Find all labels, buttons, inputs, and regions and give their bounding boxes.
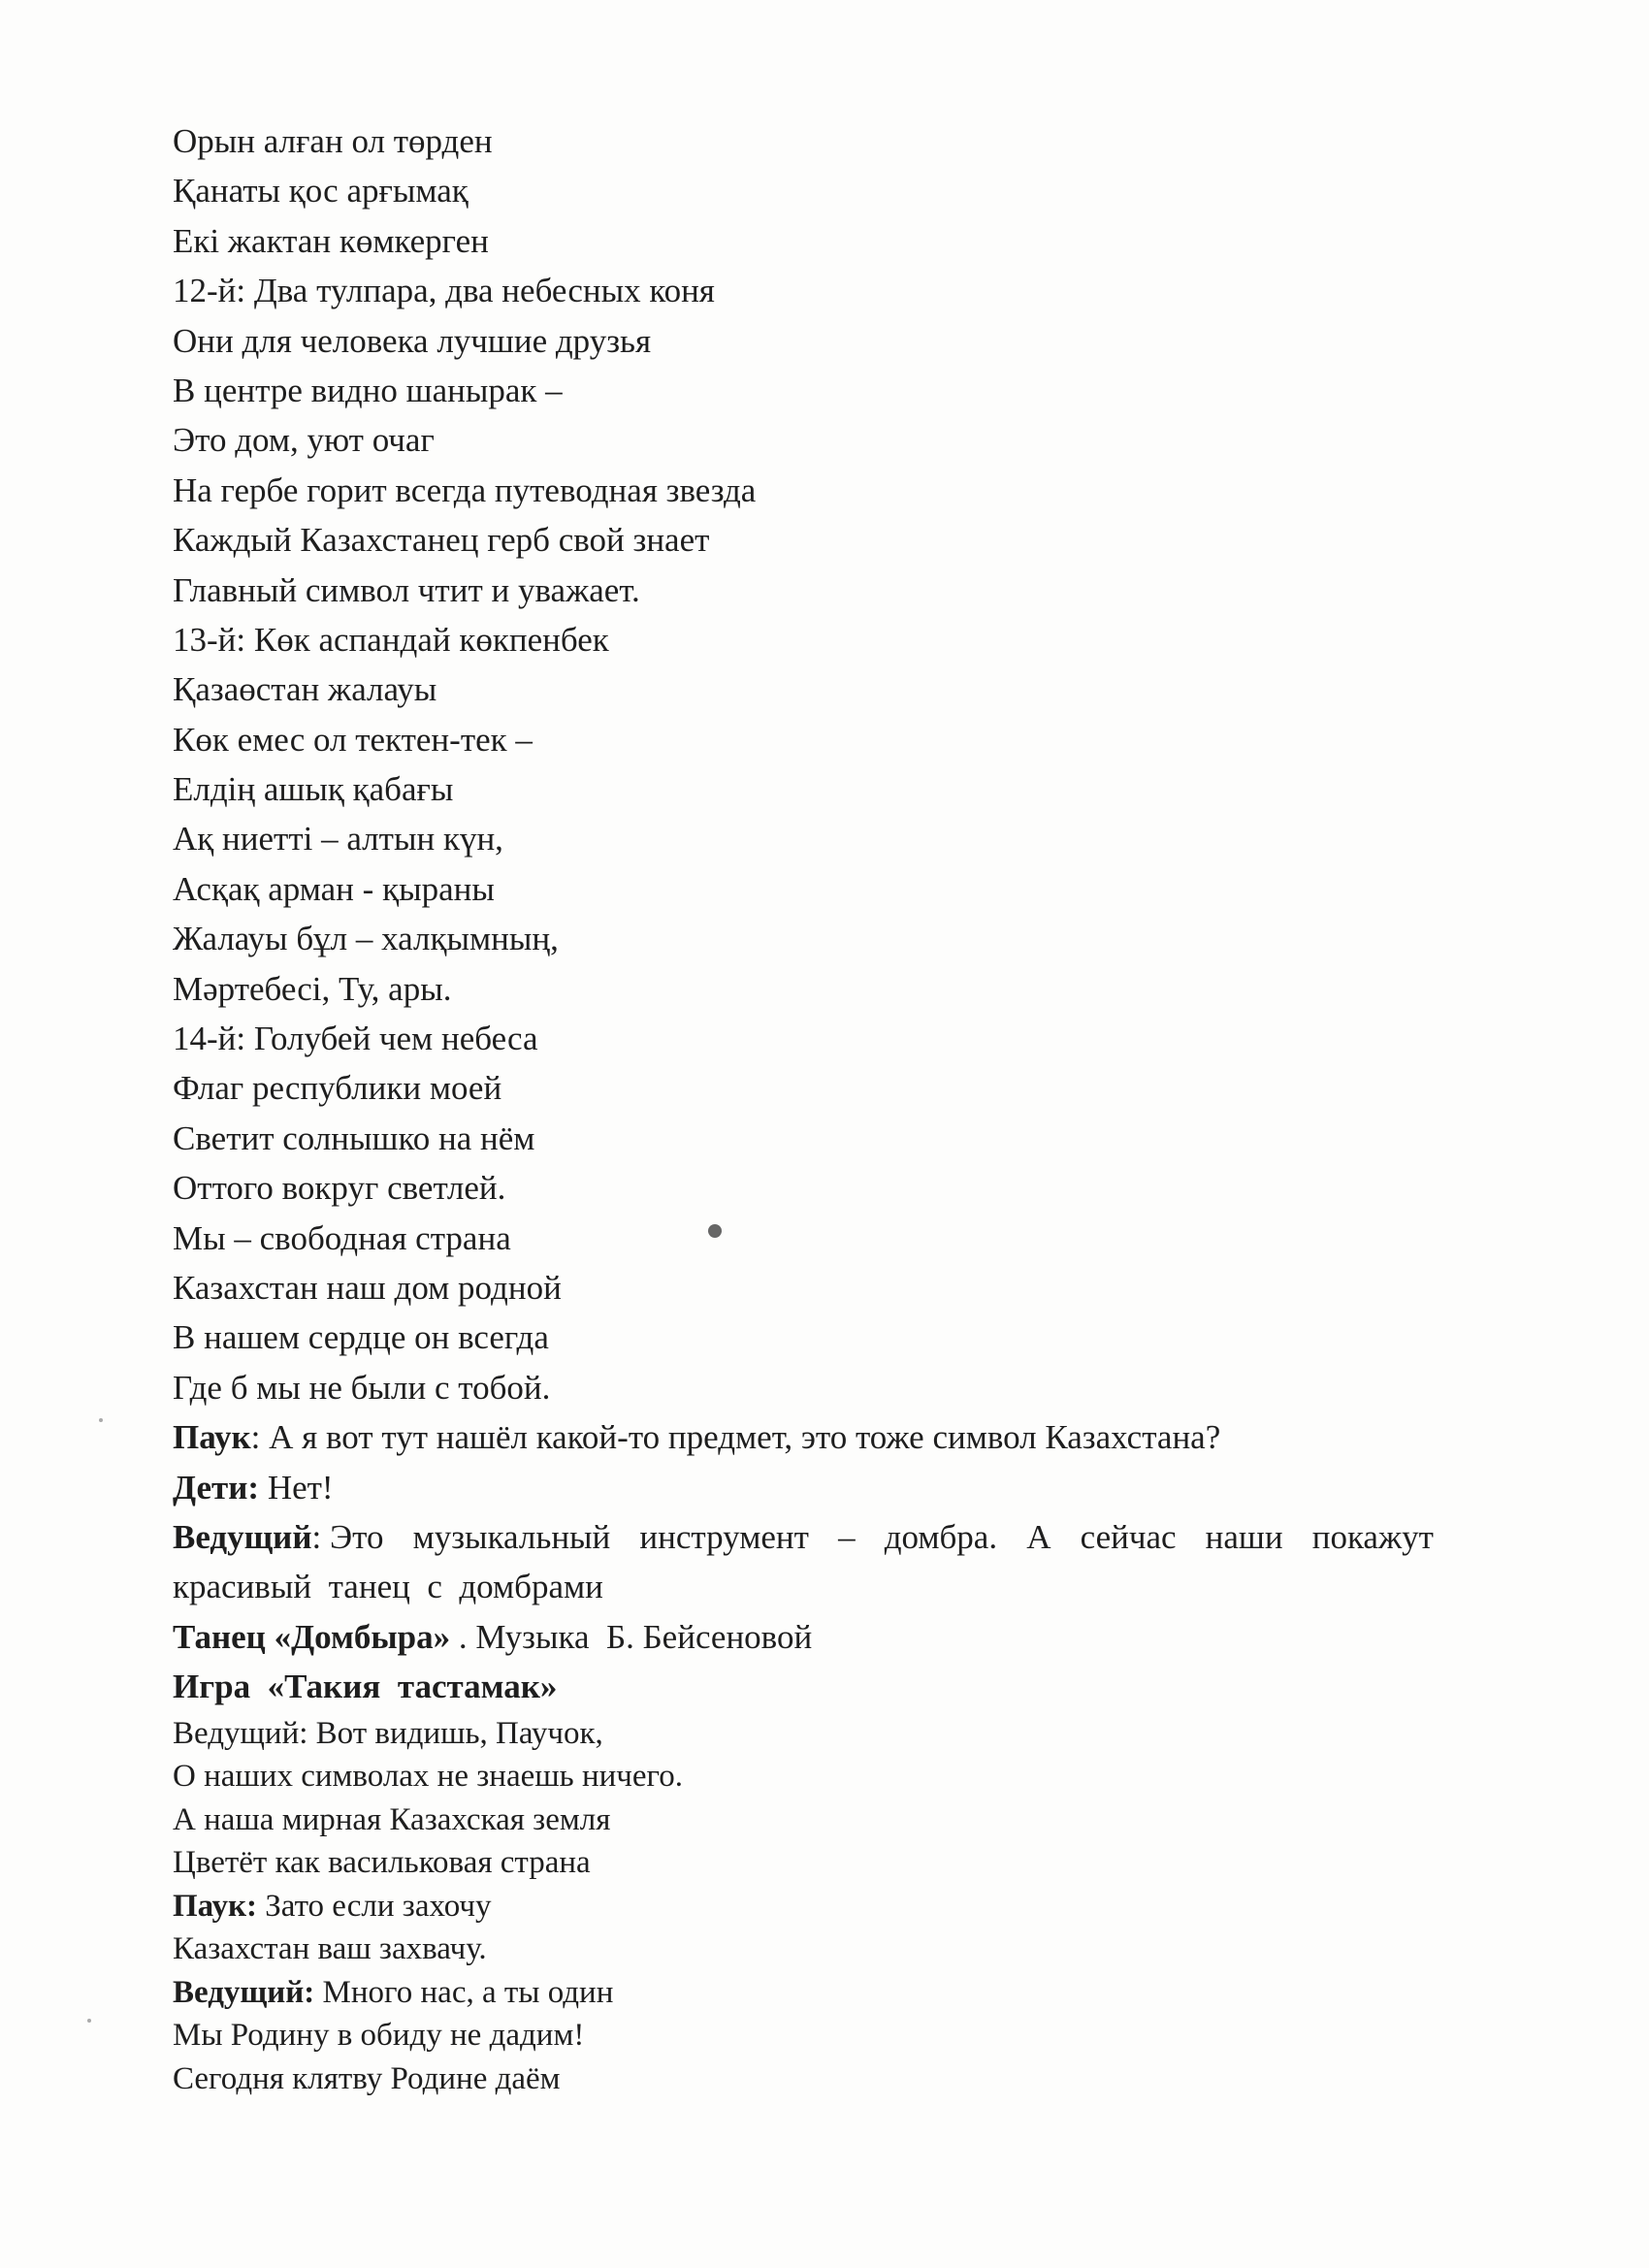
speaker-label: Паук: xyxy=(173,1888,257,1924)
poem-block xyxy=(173,116,1463,1412)
poem-line: Светит солнышко на нём xyxy=(173,1118,535,1157)
poem-line: Қазаөстан жалауы xyxy=(173,670,437,709)
speaker-label: Дети: xyxy=(173,1468,260,1507)
word: музыкальный xyxy=(412,1517,611,1556)
dance-title: Танец «Домбыра» xyxy=(173,1617,451,1656)
scan-speck xyxy=(708,1224,722,1238)
word: А xyxy=(1026,1517,1051,1556)
poem-line: Жалауы бұл – халқымның, xyxy=(173,920,559,958)
poem-line: Они для человека лучшие друзья xyxy=(173,321,652,360)
dialogue-text: Нет! xyxy=(259,1468,334,1507)
word: инструмент xyxy=(639,1517,809,1556)
document-text xyxy=(173,116,1463,2100)
game-line xyxy=(173,1662,1463,1711)
speaker-label: Ведущий: Это xyxy=(173,1517,384,1556)
dialogue-line-vedushchiy xyxy=(173,1512,1463,1562)
dance-line xyxy=(173,1612,1463,1662)
dialogue-line-pauk: Паук: А я вот тут нашёл какой-то предмет, это тоже символ Казахстана? xyxy=(173,1418,1221,1457)
word: сейчас xyxy=(1080,1517,1177,1556)
poem-line: Екі жактан көмкерген xyxy=(173,221,489,260)
word: домбра. xyxy=(884,1517,998,1556)
dialogue-line-continuation: красивый танец с домбрами xyxy=(173,1568,603,1606)
poem-line: Орын алған ол төрден xyxy=(173,122,493,160)
dialogue-text: А я вот тут нашёл какой-то предмет, это тоже символ Казахстана? xyxy=(260,1418,1221,1457)
game-title: Игра «Такия тастамак» xyxy=(173,1668,558,1706)
closing-block xyxy=(173,1712,1463,1885)
poem-line: Казахстан наш дом родной xyxy=(173,1268,562,1307)
scan-speck xyxy=(99,1418,103,1422)
poem-line: 12-й: Два тулпара, два небесных коня xyxy=(173,272,715,310)
vedushchiy-line-2: Мы Родину в обиду не дадим! xyxy=(173,2018,585,2053)
closing-line: А наша мирная Казахская земля xyxy=(173,1801,611,1837)
vedushchiy-line-3: Сегодня клятву Родине даём xyxy=(173,2060,561,2096)
poem-line: 13-й: Көк аспандай көкпенбек xyxy=(173,620,609,659)
poem-line: Қанаты қос арғымақ xyxy=(173,172,469,211)
word: наши xyxy=(1205,1517,1283,1556)
poem-line: 14-й: Голубей чем небеса xyxy=(173,1020,538,1058)
speaker-label: Ведущий: xyxy=(173,1974,315,2010)
poem-line: Оттого вокруг светлей. xyxy=(173,1169,506,1208)
word: покажут xyxy=(1311,1517,1434,1556)
poem-line: Главный символ чтит и уважает. xyxy=(173,570,640,609)
scan-speck xyxy=(87,2019,91,2023)
closing-line: Ведущий: Вот видишь, Паучок, xyxy=(173,1715,603,1751)
closing-line: О наших символах не знаешь ничего. xyxy=(173,1759,683,1794)
poem-line: Где б мы не были с тобой. xyxy=(173,1368,551,1407)
poem-line: На гербе горит всегда путеводная звезда xyxy=(173,470,757,509)
poem-line: Ақ ниетті – алтын күн, xyxy=(173,820,503,859)
justified-line xyxy=(173,1512,1434,1562)
dialogue-line-deti xyxy=(173,1463,1463,1512)
speaker-label: Паук xyxy=(173,1418,251,1457)
poem-line: Это дом, уют очаг xyxy=(173,421,435,460)
poem-line: В нашем сердце он всегда xyxy=(173,1318,549,1357)
vedushchiy-line: Ведущий: Много нас, а ты один xyxy=(173,1974,614,2010)
poem-line: Мы – свободная страна xyxy=(173,1218,511,1257)
pauk-line: Паук: Зато если захочу xyxy=(173,1888,492,1924)
poem-line: Каждый Казахстанец герб свой знает xyxy=(173,521,710,560)
poem-line: Мәртебесі, Ту, ары. xyxy=(173,969,452,1008)
pauk-line-2: Казахстан ваш захвачу. xyxy=(173,1931,487,1966)
poem-line: Көк емес ол тектен-тек – xyxy=(173,720,533,759)
poem-line: В центре видно шанырак – xyxy=(173,371,563,409)
word: – xyxy=(838,1517,856,1556)
dance-credits: . Музыка Б. Бейсеновой xyxy=(450,1617,813,1656)
poem-line: Асқақ арман - қыраны xyxy=(173,869,495,908)
closing-line: Цветёт как васильковая страна xyxy=(173,1845,591,1880)
poem-line: Елдің ашық қабағы xyxy=(173,770,454,809)
poem-line: Флаг республики моей xyxy=(173,1069,502,1108)
